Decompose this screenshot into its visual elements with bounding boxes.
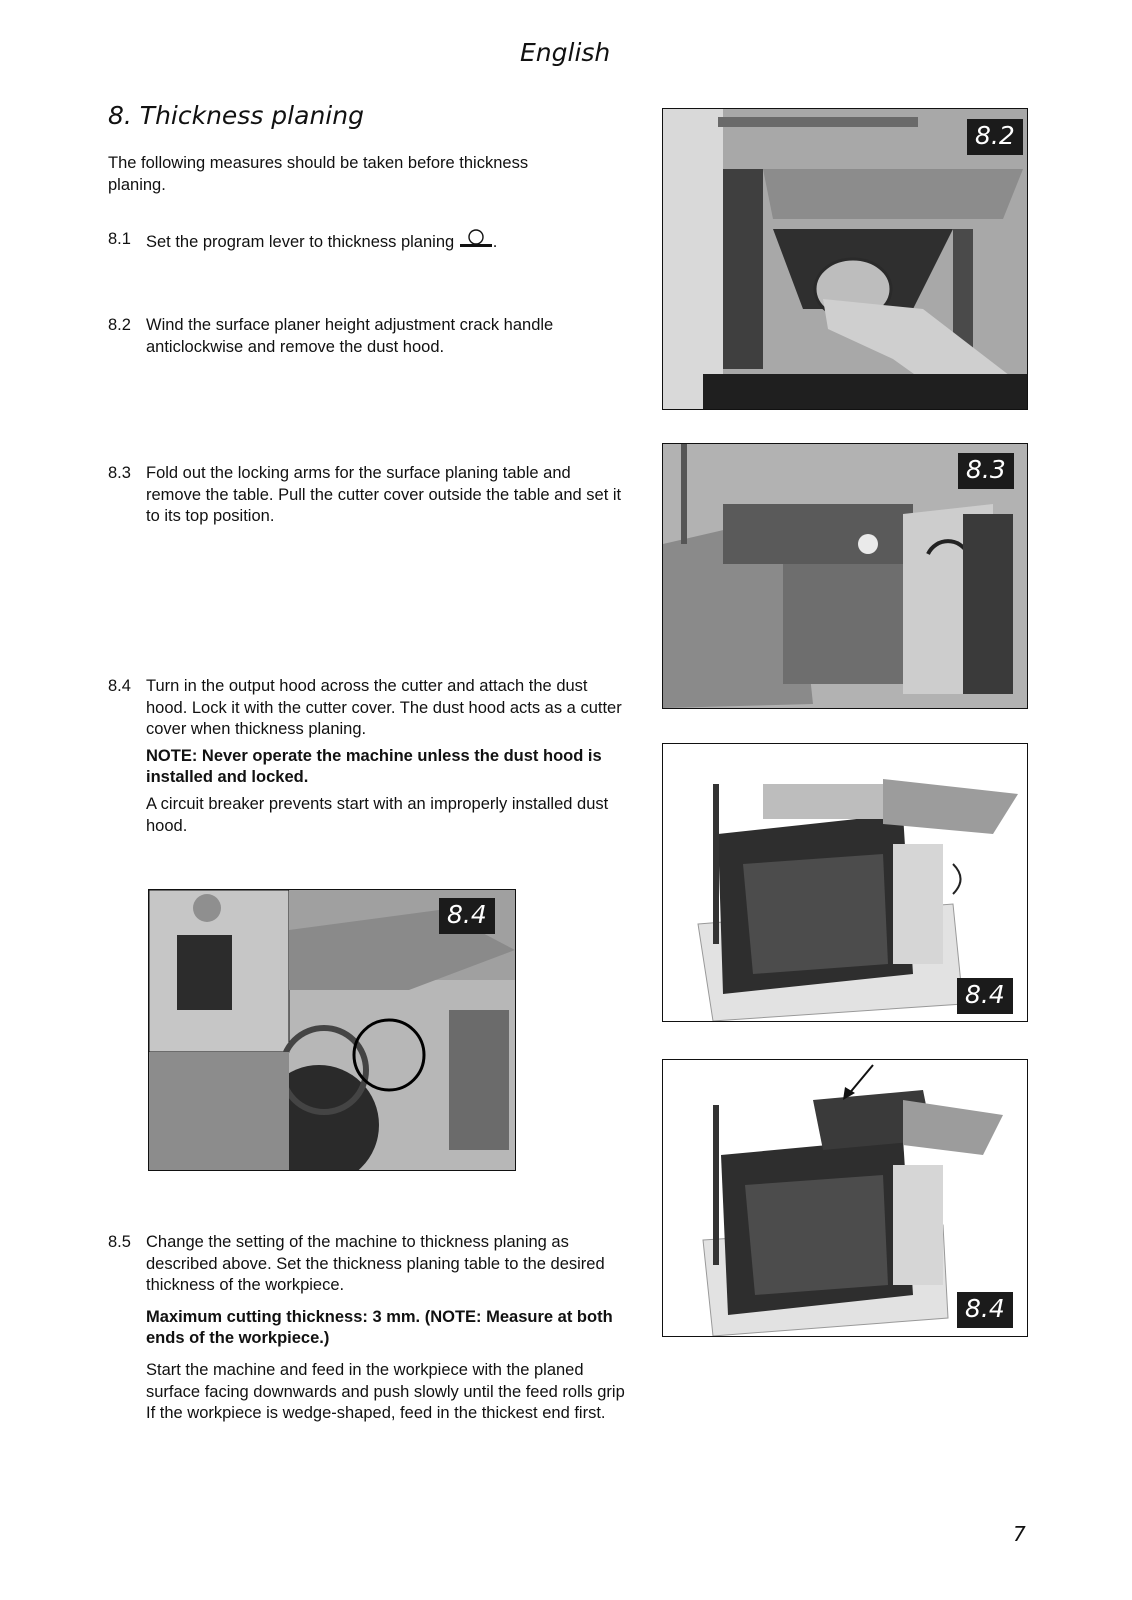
figure-8-4-photo-b (662, 1059, 1028, 1337)
step-8-2 (108, 315, 628, 358)
language-header: English (520, 38, 611, 67)
step-extra: A circuit breaker prevents start with an improperly installed dust hood. (146, 794, 609, 835)
step-text: Wind the surface planer height adjustment crack handle anticlockwise and remove the dust hood. (146, 316, 554, 356)
step-note: NOTE: Never operate the machine unless the dust hood is installed and locked. (146, 746, 602, 787)
step-extra: Start the machine and feed in the workpiece with the planed surface facing downwards and push slowly until the feed rolls grip If the workpiece is wedge-shaped, feed in the thickest end first. (146, 1360, 625, 1423)
figure-label: 8.4 (957, 1292, 1013, 1328)
intro-text: The following measures should be taken before thickness planing. (108, 154, 529, 194)
page-number: 7 (1013, 1522, 1026, 1546)
step-number: 8.1 (108, 230, 131, 248)
section-title: 8. Thickness planing (108, 101, 364, 130)
step-8-4 (108, 676, 628, 837)
thickness-planing-symbol-icon (459, 229, 493, 256)
figure-8-4-detail-photo (148, 889, 516, 1171)
figure-label: 8.3 (958, 453, 1014, 489)
step-text: Fold out the locking arms for the surface planing table and remove the table. Pull the cutter cover outside the table and set it to its top position. (146, 464, 622, 526)
step-8-1 (108, 229, 628, 256)
figure-label: 8.4 (957, 978, 1013, 1014)
step-8-5 (108, 1232, 628, 1425)
step-number: 8.4 (108, 677, 131, 695)
figure-8-4-photo-a (662, 743, 1028, 1022)
step-8-3 (108, 463, 628, 528)
step-note: Maximum cutting thickness: 3 mm. (NOTE: Measure at both ends of the workpiece.) (146, 1307, 613, 1348)
step-number: 8.5 (108, 1233, 131, 1251)
step-suffix: . (492, 233, 498, 251)
step-number: 8.2 (108, 316, 131, 334)
figure-8-3-photo (662, 443, 1028, 709)
figure-label: 8.4 (439, 898, 495, 934)
step-text: Turn in the output hood across the cutter and attach the dust hood. Lock it with the cutter cover. The dust hood acts as a cutter cover when thickness planing. (146, 677, 622, 739)
step-text: Change the setting of the machine to thickness planing as described above. Set the thickness planing table to the desired thickness of the workpiece. (146, 1233, 605, 1295)
figure-8-2-photo (662, 108, 1028, 410)
step-text: Set the program lever to thickness planing (146, 233, 455, 251)
figure-label: 8.2 (967, 119, 1023, 155)
step-number: 8.3 (108, 464, 131, 482)
